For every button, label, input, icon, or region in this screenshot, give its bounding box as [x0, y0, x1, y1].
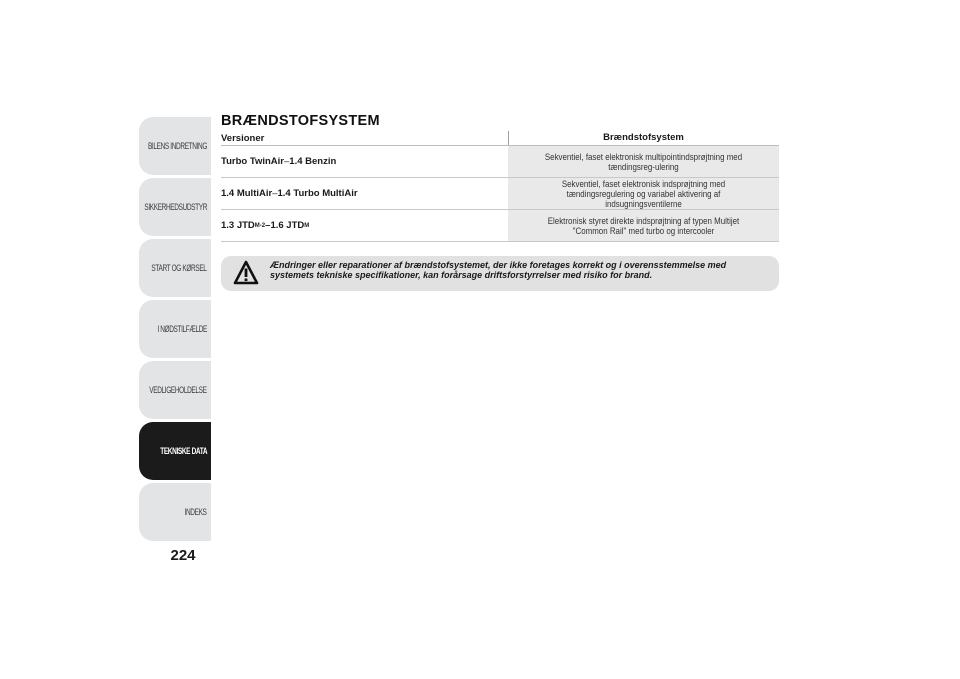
version-a: 1.4 MultiAir	[221, 188, 273, 199]
fuel-system-cell	[508, 146, 779, 177]
header-versions: Versioner	[221, 132, 265, 144]
table-header-row	[221, 131, 779, 146]
page-number: 224	[170, 547, 196, 564]
version-cell	[221, 146, 508, 177]
version-a: Turbo TwinAir	[221, 156, 284, 167]
version-b-subscript: M	[304, 222, 310, 229]
tab-vedligeholdelse[interactable]	[139, 361, 211, 419]
fuel-system-table	[221, 131, 779, 242]
fuel-system-text: Sekventiel, faset elektronisk indsprøjtning med tændingsregulering og variabel aktivering af indsugningsventilerne	[561, 178, 726, 209]
table-row	[221, 146, 779, 178]
fuel-system-text: Elektronisk styret direkte indsprøjtning af typen Multijet "Common Rail" med turbo og intercooler	[547, 215, 740, 236]
tab-label: I NØDSTILFÆLDE	[157, 324, 207, 334]
tab-i-nodstilfaelde[interactable]	[139, 300, 211, 358]
tab-label: TEKNISKE DATA	[160, 446, 207, 456]
warning-triangle-icon	[233, 259, 259, 287]
version-b: 1.4 Turbo MultiAir	[277, 188, 358, 199]
section-title: BRÆNDSTOFSYSTEM	[221, 113, 380, 129]
tab-label: START OG KØRSEL	[151, 263, 207, 273]
fuel-system-cell	[508, 178, 779, 209]
version-cell	[221, 210, 508, 241]
version-a: 1.3 JTD	[221, 220, 255, 231]
fuel-system-cell	[508, 210, 779, 241]
version-b: 1.6 JTD	[270, 220, 305, 231]
tab-indeks[interactable]	[139, 483, 211, 541]
tab-label: INDEKS	[185, 507, 207, 517]
tab-label: VEDLIGEHOLDELSE	[149, 385, 207, 395]
tab-bilens-indretning[interactable]	[139, 117, 211, 175]
tab-sikkerhedsudstyr[interactable]	[139, 178, 211, 236]
tab-tekniske-data[interactable]	[139, 422, 211, 480]
tab-label: SIKKERHEDSUDSTYR	[144, 202, 207, 212]
version-separator: –	[283, 156, 290, 167]
warning-text: Ændringer eller reparationer af brændstofsystemet, der ikke foretages korrekt og i overensstemmelse med systemets tekniske specifikationer, kan forårsage driftsforstyrrelser med risiko for brand.	[270, 260, 727, 280]
warning-box	[221, 256, 779, 291]
tab-label: BILENS INDRETNING	[147, 141, 207, 151]
version-b: 1.4 Benzin	[289, 156, 337, 167]
header-fuel-system: Brændstofsystem	[603, 132, 684, 143]
version-a-subscript: M-2	[254, 222, 266, 229]
table-row	[221, 178, 779, 210]
version-cell	[221, 178, 508, 209]
fuel-system-text: Sekventiel, faset elektronisk multipointindsprøjtning med tændingsreg-ulering	[544, 151, 743, 172]
tab-start-og-korsel[interactable]	[139, 239, 211, 297]
table-row	[221, 210, 779, 242]
version-separator: –	[272, 188, 278, 199]
version-separator: –	[265, 220, 271, 231]
